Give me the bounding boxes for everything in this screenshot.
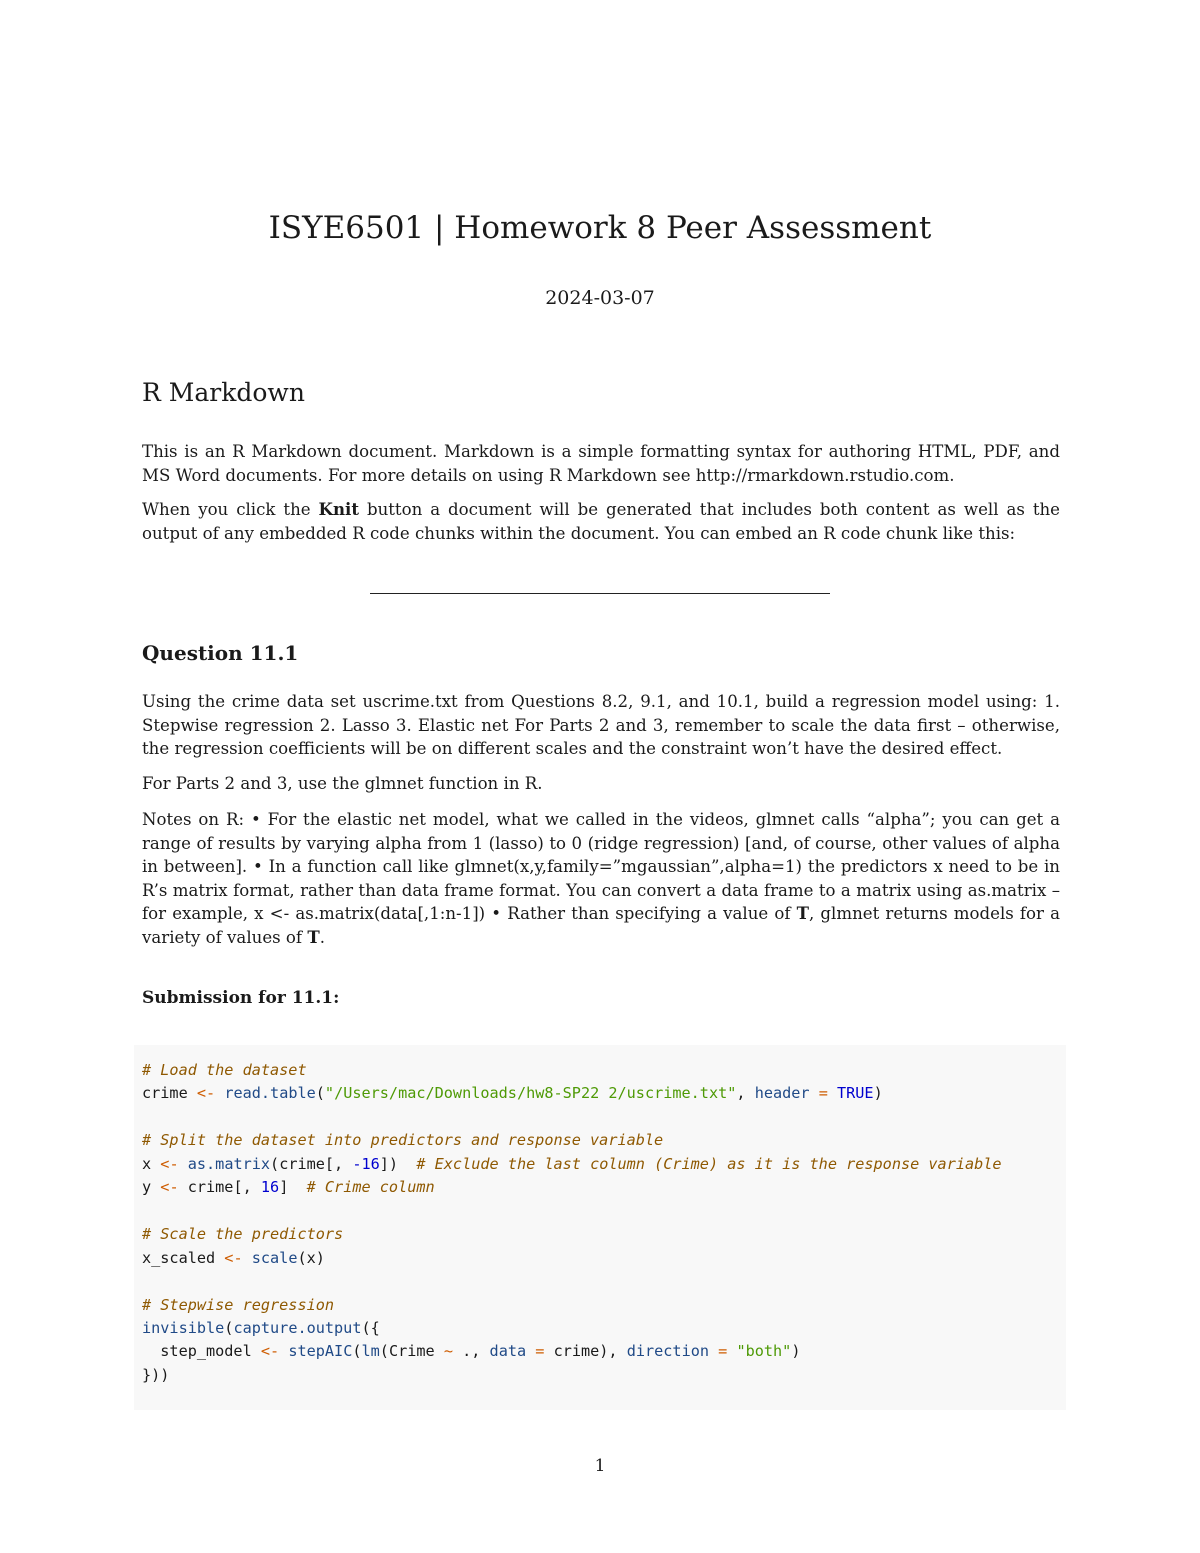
code-number: -16 bbox=[352, 1154, 380, 1173]
code-function: scale bbox=[251, 1248, 298, 1267]
code-token: })) bbox=[142, 1365, 170, 1384]
document-title: ISYE6501 | Homework 8 Peer Assessment bbox=[268, 210, 932, 246]
code-token: (x) bbox=[297, 1248, 325, 1267]
code-function: stepAIC bbox=[288, 1342, 353, 1361]
code-token: crime bbox=[142, 1084, 197, 1103]
question-notes-paragraph bbox=[142, 808, 1060, 949]
code-token: ) bbox=[873, 1084, 883, 1103]
code-string: "/Users/mac/Downloads/hw8-SP22 2/uscrime.txt" bbox=[324, 1084, 737, 1103]
text-span: Notes on R: • For the elastic net model, what we called in the videos, glmnet calls “alpha”; you can get a range of results by varying alpha from 1 (lasso) to 0 (ridge regression) [and, of course, other values of alpha in between]. • In a function call like glmnet(x,y,family=”mgaussian”,alpha=1) the predictors x need to be in R’s matrix format, rather than data frame format. You can convert a data frame to a matrix using as.matrix – for example, x <- as.matrix(data[,1:n-1]) • Rather than specifying a value of bbox=[142, 810, 1060, 923]
code-argument: data bbox=[489, 1342, 527, 1361]
code-token: ( bbox=[224, 1318, 234, 1337]
question-paragraph-1: Using the crime data set uscrime.txt from Questions 8.2, 9.1, and 10.1, build a regression model using: 1. Stepwise regression 2. Lasso 3. Elastic net For Parts 2 and 3, remember to scale the data first – otherwise, the regression coefficients will be on different scales and the constraint won’t have the desired effect. bbox=[142, 692, 1060, 758]
code-operator: <- bbox=[196, 1084, 216, 1103]
code-token: (Crime bbox=[379, 1342, 444, 1361]
code-argument: header bbox=[754, 1084, 810, 1103]
code-token: (crime[, bbox=[270, 1154, 353, 1173]
code-operator: ~ bbox=[443, 1342, 453, 1361]
text-span: , glmnet returns models for a variety of values of bbox=[142, 904, 1060, 947]
code-function: invisible bbox=[142, 1318, 225, 1337]
knit-bold: Knit bbox=[318, 499, 359, 519]
bold-t: T bbox=[307, 926, 320, 947]
code-token: x bbox=[142, 1154, 161, 1173]
code-block bbox=[134, 1045, 1066, 1410]
code-token: , bbox=[736, 1084, 755, 1103]
code-token: ]) bbox=[379, 1154, 417, 1173]
text-span: button a document will be generated that includes both content as well as the output of any embedded R code chunks within the document. You can embed an R code chunk like this: bbox=[142, 500, 1060, 543]
code-comment: # Exclude the last column (Crime) as it is the response variable bbox=[416, 1154, 1002, 1173]
question-paragraph-2: For Parts 2 and 3, use the glmnet function in R. bbox=[142, 774, 543, 793]
code-token: ({ bbox=[361, 1318, 380, 1337]
code-token: y bbox=[142, 1178, 161, 1197]
paragraph-knit bbox=[142, 498, 1060, 545]
code-token: ( bbox=[352, 1342, 362, 1361]
section-heading-r-markdown: R Markdown bbox=[142, 378, 305, 407]
horizontal-rule bbox=[370, 593, 830, 594]
code-comment: # Split the dataset into predictors and response variable bbox=[142, 1131, 664, 1150]
code-function: lm bbox=[361, 1342, 380, 1361]
code-token: step_model bbox=[142, 1342, 261, 1361]
code-token: ) bbox=[791, 1342, 801, 1361]
code-argument: direction bbox=[626, 1342, 710, 1361]
code-constant: TRUE bbox=[837, 1084, 874, 1103]
code-comment: # Load the dataset bbox=[142, 1061, 307, 1079]
question-heading: Question 11.1 bbox=[142, 641, 299, 665]
code-operator: <- bbox=[224, 1248, 243, 1267]
code-operator: = bbox=[526, 1342, 554, 1361]
code-text bbox=[142, 1059, 1002, 1387]
page-number: 1 bbox=[594, 1456, 606, 1476]
code-operator: <- bbox=[160, 1178, 179, 1197]
code-token: x_scaled bbox=[142, 1248, 225, 1267]
code-token: ( bbox=[315, 1084, 325, 1103]
code-operator: <- bbox=[160, 1154, 179, 1173]
code-comment: # Stepwise regression bbox=[142, 1295, 335, 1314]
code-token: crime), bbox=[553, 1342, 627, 1361]
document-date: 2024-03-07 bbox=[545, 287, 655, 309]
code-string: "both" bbox=[736, 1342, 792, 1361]
code-comment: # Scale the predictors bbox=[142, 1225, 344, 1244]
code-token: ] bbox=[279, 1178, 307, 1197]
code-function: capture.output bbox=[233, 1318, 362, 1337]
code-operator: = bbox=[709, 1342, 737, 1361]
code-operator: <- bbox=[260, 1342, 280, 1361]
code-comment: # Crime column bbox=[306, 1178, 435, 1197]
submission-heading: Submission for 11.1: bbox=[142, 988, 340, 1008]
code-token: crime[, bbox=[178, 1178, 261, 1197]
code-function: read.table bbox=[224, 1084, 316, 1103]
code-operator: = bbox=[809, 1084, 837, 1103]
text-span: When you click the bbox=[142, 500, 319, 519]
text-span: . bbox=[319, 927, 325, 947]
bold-t: T bbox=[796, 903, 809, 923]
code-number: 16 bbox=[260, 1178, 280, 1197]
code-function: as.matrix bbox=[187, 1154, 271, 1173]
paragraph-intro: This is an R Markdown document. Markdown is a simple formatting syntax for authoring HTML, PDF, and MS Word documents. For more details on using R Markdown see http://rmarkdown.rstudio.com. bbox=[142, 442, 1060, 485]
code-token: ., bbox=[452, 1342, 490, 1361]
